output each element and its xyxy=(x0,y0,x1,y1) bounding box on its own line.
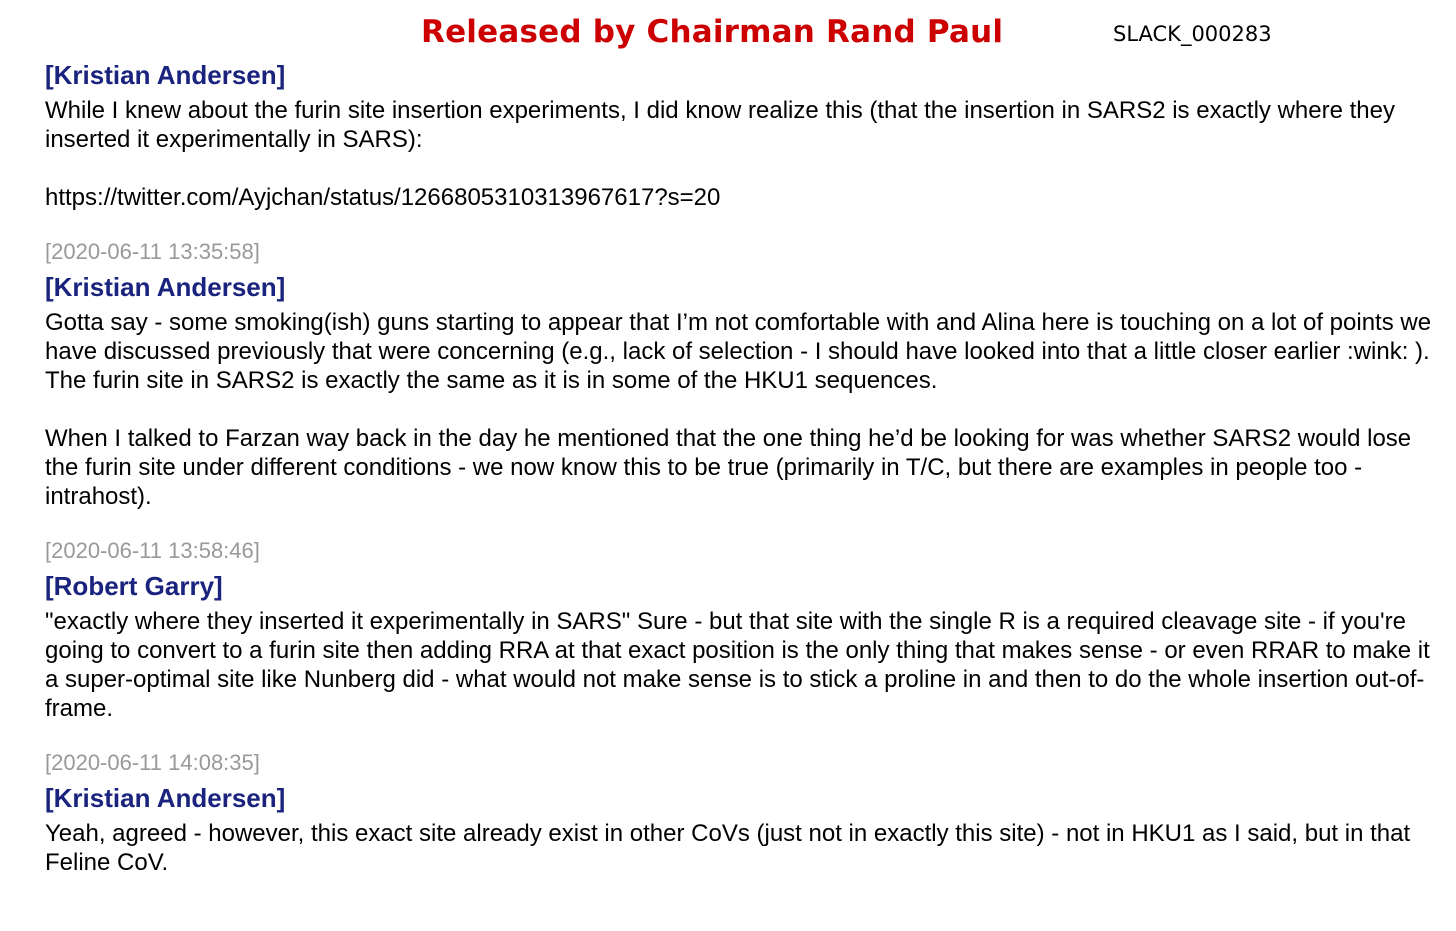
paragraph-spacer xyxy=(45,154,1435,183)
message-timestamp: [2020-06-11 14:08:35] xyxy=(45,750,260,775)
message-text: "exactly where they inserted it experimentally in SARS" Sure - but that site with the single R is a required cleavage site - if you're going to convert to a furin site then adding RRA at that exact position is the only thing that makes sense - or even RRAR to make it a super-optimal site like Nunberg did - what would not make sense is to stick a proline in and then to do the whole insertion out-of-frame. xyxy=(45,608,1430,722)
message xyxy=(45,58,1435,212)
message-author: [Kristian Andersen] xyxy=(45,272,286,302)
message-thread xyxy=(45,58,1435,877)
message-text: Gotta say - some smoking(ish) guns starting to appear that I’m not comfortable with and Alina here is touching on a lot of points we have discussed previously that were concerning (e.g., lack of selection - I should have looked into that a little closer earlier :wink: ). The furin site in SARS2 is exactly the same as it is in some of the HKU1 sequences. xyxy=(45,309,1432,394)
message-author: [Kristian Andersen] xyxy=(45,783,286,813)
document-header xyxy=(0,12,1456,56)
message-timestamp: [2020-06-11 13:35:58] xyxy=(45,239,260,264)
bates-number: SLACK_000283 xyxy=(1113,22,1272,46)
message-text: When I talked to Farzan way back in the day he mentioned that the one thing he’d be looking for was whether SARS2 would lose the furin site under different conditions - we now know this to be true (primarily in T/C, but there are examples in people too - intrahost). xyxy=(45,425,1412,510)
paragraph-spacer xyxy=(45,395,1435,424)
message xyxy=(45,749,1435,877)
message-text: Yeah, agreed - however, this exact site already exist in other CoVs (just not in exactly this site) - not in HKU1 as I said, but in that Feline CoV. xyxy=(45,820,1411,876)
message-spacer xyxy=(45,212,1435,238)
message xyxy=(45,238,1435,511)
message xyxy=(45,537,1435,723)
message-text: While I knew about the furin site insertion experiments, I did know realize this (that the insertion in SARS2 is exactly where they inserted it experimentally in SARS): xyxy=(45,97,1395,153)
message-timestamp: [2020-06-11 13:58:46] xyxy=(45,538,260,563)
message-author: [Kristian Andersen] xyxy=(45,60,286,90)
release-title: Released by Chairman Rand Paul xyxy=(421,14,1004,50)
message-link: https://twitter.com/Ayjchan/status/1266805310313967617?s=20 xyxy=(45,184,721,211)
message-spacer xyxy=(45,723,1435,749)
message-author: [Robert Garry] xyxy=(45,571,223,601)
message-spacer xyxy=(45,511,1435,537)
